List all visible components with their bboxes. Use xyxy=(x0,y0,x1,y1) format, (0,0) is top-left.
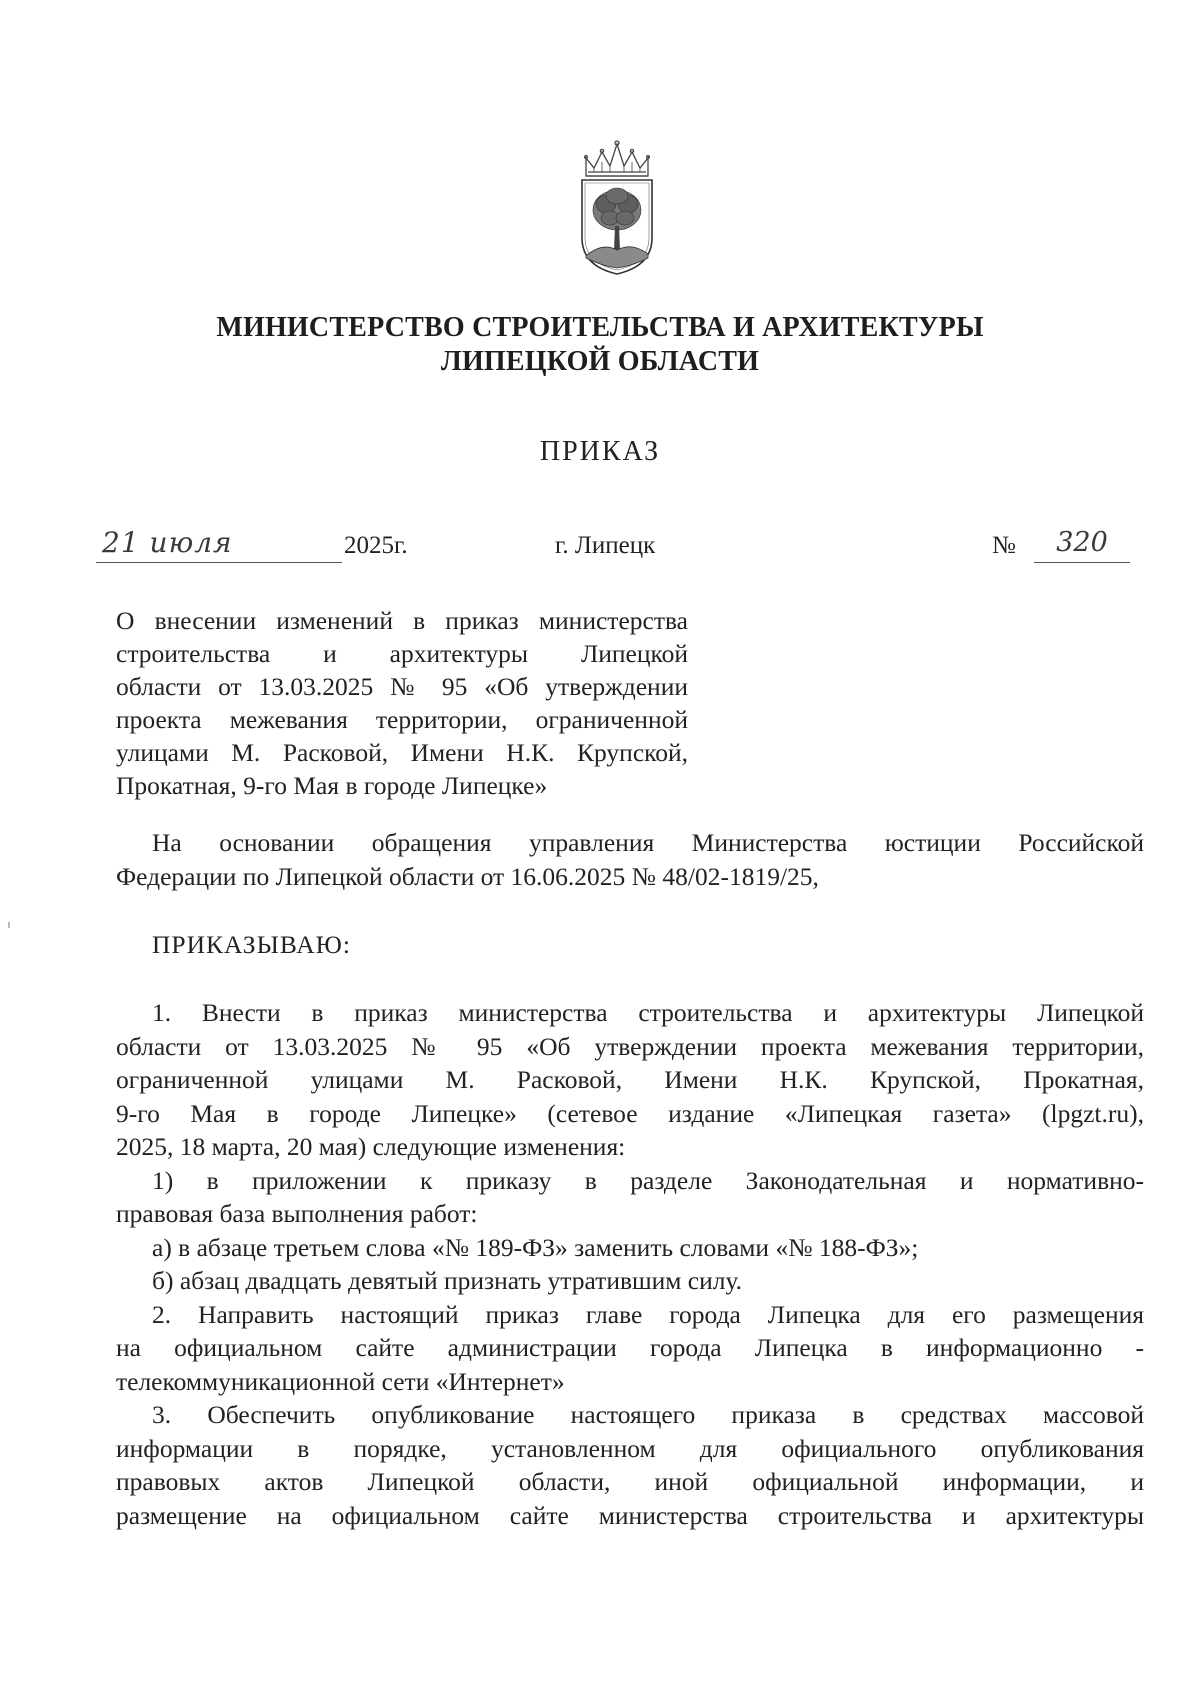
item-line: 2. Направить настоящий приказ главе города Липецка для его размещения xyxy=(152,1299,1144,1329)
document-subject xyxy=(116,604,688,802)
item-line: 2025, 18 марта, 20 мая) следующие изменения: xyxy=(116,1132,626,1161)
scan-margin-mark xyxy=(8,922,10,928)
item-line: правовых актов Липецкой области, иной официальной информации, и xyxy=(116,1467,1144,1496)
subject-line: области от 13.03.2025 № 95 «Об утверждении xyxy=(116,672,688,701)
subject-line: проекта межевания территории, ограниченной xyxy=(116,705,688,734)
order-word: ПРИКАЗЫВАЮ: xyxy=(152,930,351,959)
subject-line: улицами М. Расковой, Имени Н.К. Крупской, xyxy=(116,738,688,767)
ministry-name-line2: ЛИПЕЦКОЙ ОБЛАСТИ xyxy=(440,346,760,377)
subject-line: Прокатная, 9-го Мая в городе Липецке» xyxy=(116,771,548,800)
item-line: а) в абзаце третьем слова «№ 189-ФЗ» заменить словами «№ 188-ФЗ»; xyxy=(152,1232,919,1262)
coat-of-arms-icon xyxy=(572,138,662,278)
document-type-title: ПРИКАЗ xyxy=(539,436,661,467)
item-line: 3. Обеспечить опубликование настоящего приказа в средствах массовой xyxy=(152,1400,1144,1429)
basis-line: На основании обращения управления Министерства юстиции Российской xyxy=(152,828,1144,857)
item-line: на официальном сайте администрации города Липецка в информационно - xyxy=(116,1333,1144,1362)
ministry-name-line1: МИНИСТЕРСТВО СТРОИТЕЛЬСТВА И АРХИТЕКТУРЫ xyxy=(216,312,984,343)
subject-line: О внесении изменений в приказ министерства xyxy=(116,606,688,635)
item-line: телекоммуникационной сети «Интернет» xyxy=(116,1366,565,1396)
item-line: ограниченной улицами М. Расковой, Имени Н.К. Крупской, Прокатная, xyxy=(116,1065,1144,1094)
item-line: 1. Внести в приказ министерства строительства и архитектуры Липецкой xyxy=(152,998,1144,1027)
item-line: правовая база выполнения работ: xyxy=(116,1199,478,1228)
subject-line: строительства и архитектуры Липецкой xyxy=(116,639,688,668)
handwritten-date: 21 июля xyxy=(96,524,342,563)
item-line: размещение на официальном сайте министерства строительства и архитектуры xyxy=(116,1500,1144,1530)
item-line: б) абзац двадцать девятый признать утратившим силу. xyxy=(152,1266,743,1295)
item-line: информации в порядке, установленном для официального опубликования xyxy=(116,1433,1144,1463)
item-line: 1) в приложении к приказу в разделе Законодательная и нормативно- xyxy=(152,1165,1144,1195)
item-line: области от 13.03.2025 № 95 «Об утверждении проекта межевания территории, xyxy=(116,1031,1144,1061)
handwritten-number: 320 xyxy=(1034,524,1130,563)
item-line: 9-го Мая в городе Липецке» (сетевое издание «Липецкая газета» (lpgzt.ru), xyxy=(116,1098,1144,1128)
date-year: 2025г. xyxy=(344,532,408,559)
order-items xyxy=(116,996,1144,1532)
document-meta-row xyxy=(0,526,1200,572)
number-sign: № xyxy=(992,532,1016,559)
basis-line: Федерации по Липецкой области от 16.06.2025 № 48/02-1819/25, xyxy=(116,861,819,891)
basis-paragraph xyxy=(116,826,1144,893)
city-name: г. Липецк xyxy=(555,532,656,559)
